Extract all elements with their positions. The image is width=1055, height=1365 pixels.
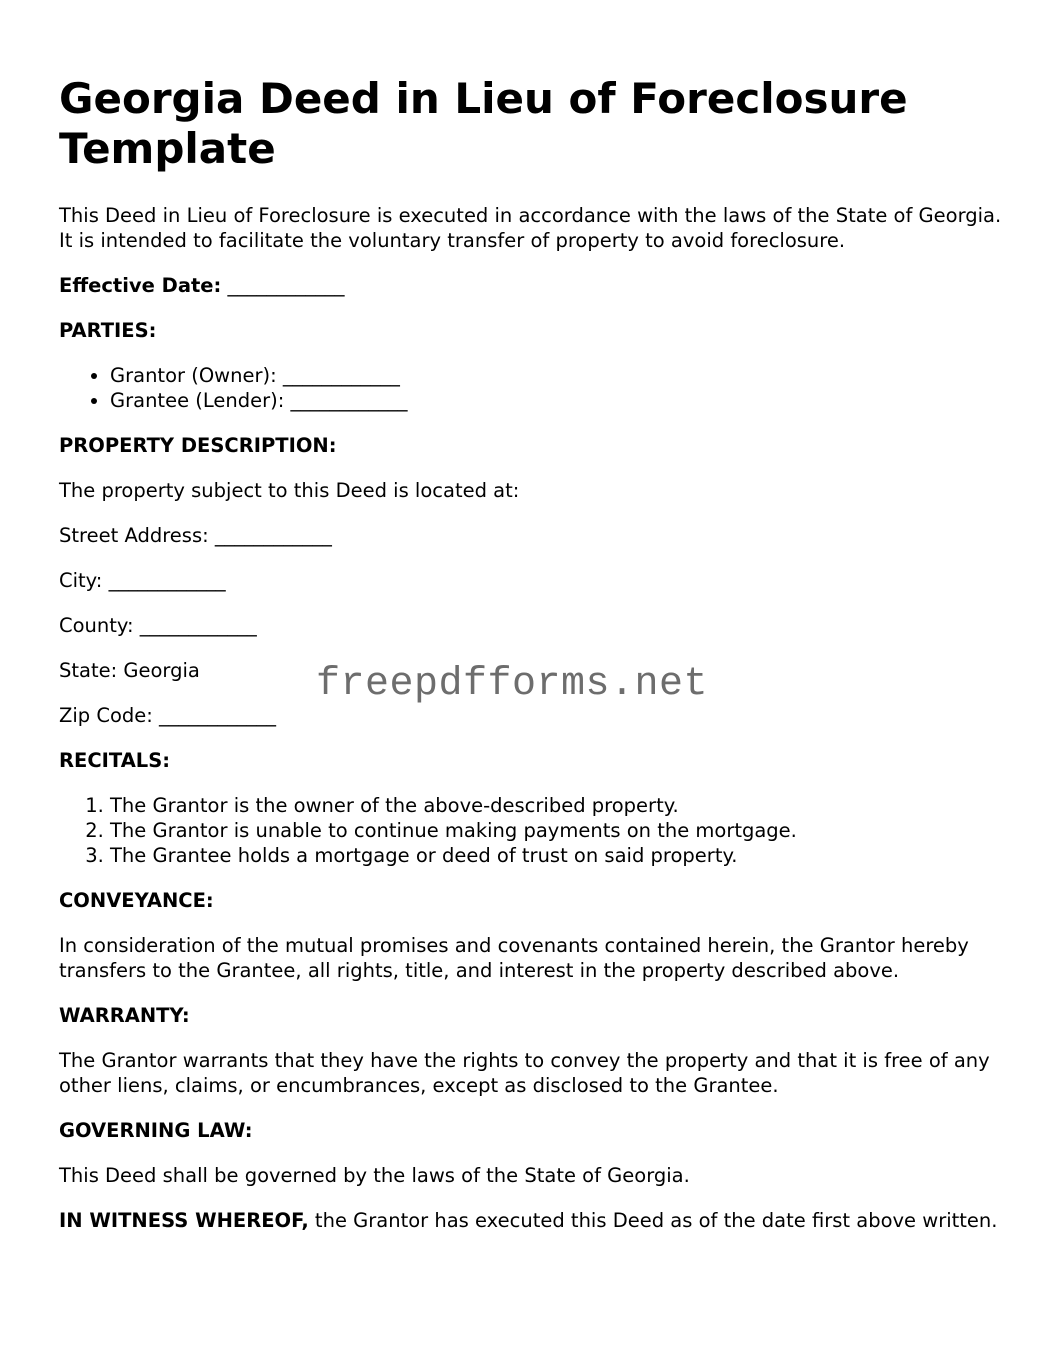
- watermark-text: freepdfforms.net: [316, 662, 709, 707]
- property-lead: The property subject to this Deed is located at:: [59, 479, 520, 502]
- list-item: • Grantee (Lender): ____________: [110, 388, 1009, 413]
- witness-paragraph: [59, 1208, 1009, 1233]
- list-item: 2. The Grantor is unable to continue making payments on the mortgage.: [110, 818, 1009, 843]
- recitals-list: [59, 793, 1009, 868]
- document-title: Georgia Deed in Lieu of Foreclosure Template: [59, 74, 908, 173]
- effective-date-blank: ____________: [227, 274, 345, 297]
- recitals-heading: RECITALS:: [59, 749, 171, 772]
- state-field: State: Georgia: [59, 659, 200, 682]
- intro-paragraph: This Deed in Lieu of Foreclosure is executed in accordance with the laws of the State of Georgia. It is intended to facilitate the voluntary transfer of property to avoid foreclosure.: [59, 204, 1002, 252]
- zip-code-field: Zip Code: ____________: [59, 704, 277, 727]
- governing-law-heading: GOVERNING LAW:: [59, 1119, 253, 1142]
- effective-date-line: [59, 273, 1009, 298]
- property-heading: PROPERTY DESCRIPTION:: [59, 434, 337, 457]
- governing-law-text: This Deed shall be governed by the laws of the State of Georgia.: [59, 1164, 690, 1187]
- warranty-text: The Grantor warrants that they have the rights to convey the property and that it is free of any other liens, claims, or encumbrances, except as disclosed to the Grantee.: [59, 1049, 990, 1097]
- street-address-field: Street Address: ____________: [59, 524, 332, 547]
- list-item: • Grantor (Owner): ____________: [110, 363, 1009, 388]
- conveyance-text: In consideration of the mutual promises and covenants contained herein, the Grantor hereby transfers to the Grantee, all rights, title, and interest in the property described above.: [59, 934, 969, 982]
- city-field: City: ____________: [59, 569, 226, 592]
- witness-lead: IN WITNESS WHEREOF,: [59, 1209, 309, 1232]
- parties-list: [59, 363, 1009, 413]
- parties-heading: PARTIES:: [59, 319, 157, 342]
- witness-text: the Grantor has executed this Deed as of the date first above written.: [308, 1209, 998, 1232]
- warranty-heading: WARRANTY:: [59, 1004, 190, 1027]
- effective-date-label: Effective Date:: [59, 274, 222, 297]
- conveyance-heading: CONVEYANCE:: [59, 889, 214, 912]
- list-item: 1. The Grantor is the owner of the above-described property.: [110, 793, 1009, 818]
- list-item: 3. The Grantee holds a mortgage or deed of trust on said property.: [110, 843, 1009, 868]
- county-field: County: ____________: [59, 614, 257, 637]
